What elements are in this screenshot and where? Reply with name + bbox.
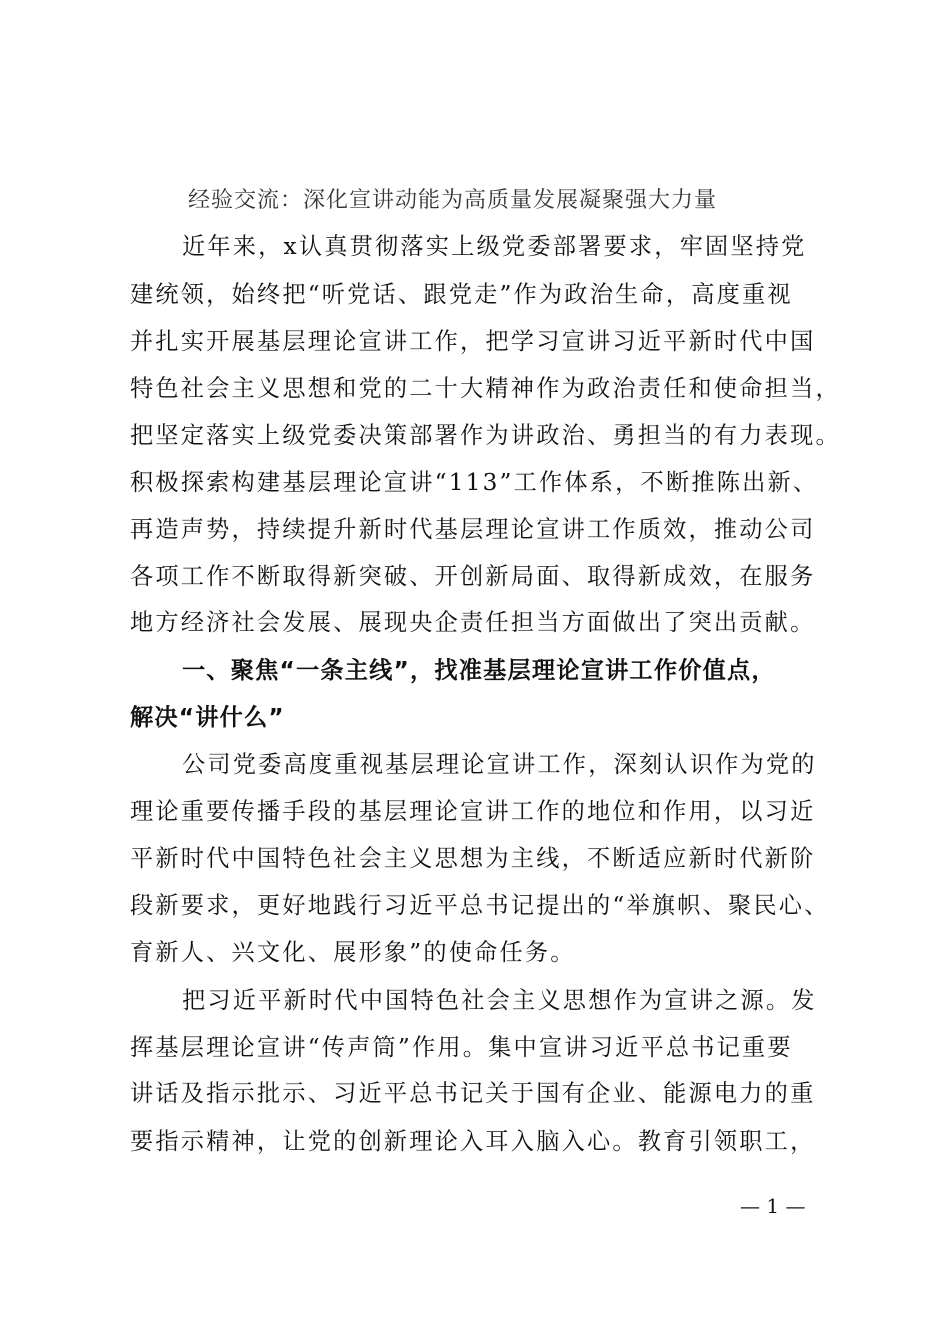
section1-para1-line-2: 理论重要传播手段的基层理论宣讲工作的地位和作用，以习近: [130, 798, 816, 825]
section-heading-line-1: 一、聚焦“一条主线”，找准基层理论宣讲工作价值点，: [182, 657, 776, 684]
section1-para1-line-4: 段新要求，更好地践行习近平总书记提出的“举旗帜、聚民心、: [130, 892, 830, 919]
section1-para2-line-3: 讲话及指示批示、习近平总书记关于国有企业、能源电力的重: [130, 1080, 816, 1107]
intro-line-1: 近年来，x认真贯彻落实上级党委部署要求，牢固坚持党: [182, 233, 807, 260]
intro-line-8: 各项工作不断取得新突破、开创新局面、取得新成效，在服务: [130, 563, 816, 590]
intro-line-6: 积极探索构建基层理论宣讲“113”工作体系，不断推陈出新、: [130, 469, 819, 496]
section-heading-line-2: 解决“讲什么”: [130, 704, 285, 731]
section1-para1-line-1: 公司党委高度重视基层理论宣讲工作，深刻认识作为党的: [182, 751, 817, 778]
section1-para1-line-5: 育新人、兴文化、展形象”的使命任务。: [130, 939, 576, 966]
intro-line-7: 再造声势，持续提升新时代基层理论宣讲工作质效，推动公司: [130, 516, 816, 543]
section1-para2-line-2: 挥基层理论宣讲“传声筒”作用。集中宣讲习近平总书记重要: [130, 1034, 793, 1061]
intro-line-9: 地方经济社会发展、展现央企责任担当方面做出了突出贡献。: [130, 609, 816, 636]
intro-line-5: 把坚定落实上级党委决策部署作为讲政治、勇担当的有力表现。: [130, 422, 841, 449]
section1-para2-line-4: 要指示精神，让党的创新理论入耳入脑入心。教育引领职工，: [130, 1128, 816, 1155]
intro-line-2: 建统领，始终把“听党话、跟党走”作为政治生命，高度重视: [130, 281, 793, 308]
intro-line-4: 特色社会主义思想和党的二十大精神作为政治责任和使命担当，: [130, 375, 841, 402]
section1-para1-line-3: 平新时代中国特色社会主义思想为主线，不断适应新时代新阶: [130, 845, 816, 872]
section1-para2-line-1: 把习近平新时代中国特色社会主义思想作为宣讲之源。发: [182, 987, 817, 1014]
document-title: 经验交流：深化宣讲动能为高质量发展凝聚强大力量: [188, 188, 718, 213]
page-number: — 1 —: [740, 1194, 806, 1218]
intro-line-3: 并扎实开展基层理论宣讲工作，把学习宣讲习近平新时代中国: [130, 328, 816, 355]
